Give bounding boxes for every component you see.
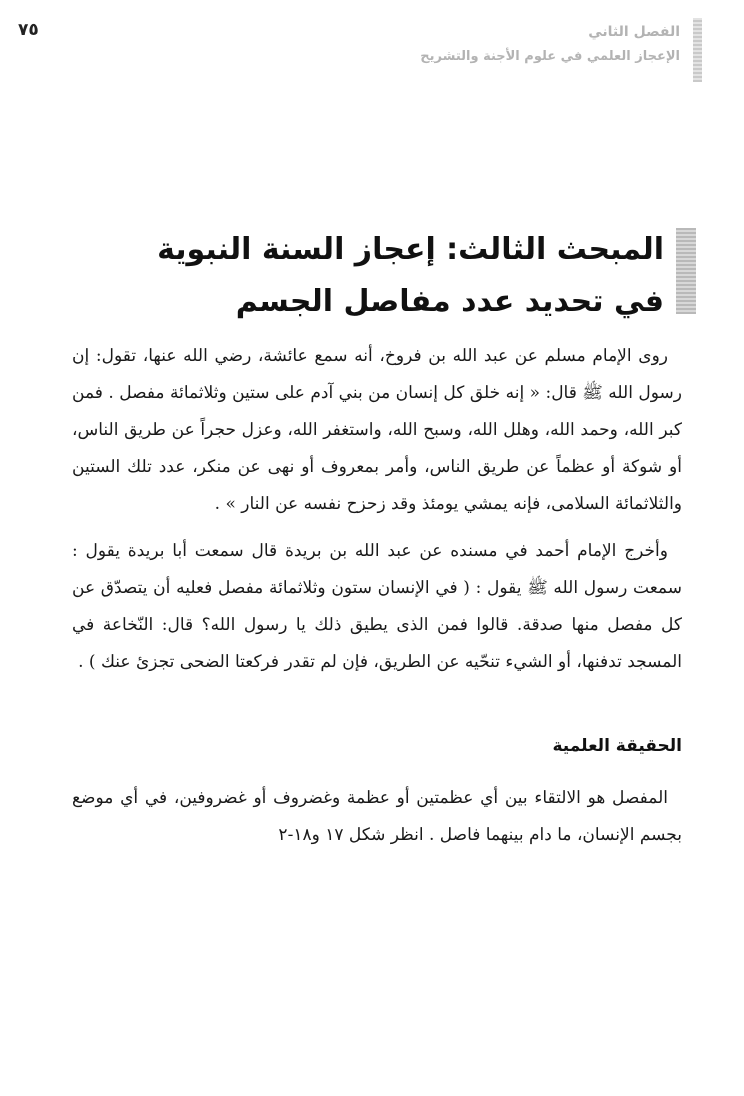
paragraph-hadith-muslim: روى الإمام مسلم عن عبد الله بن فروخ، أنه سمع عائشة، رضي الله عنها، تقول: إن رسول الله ﷺ قال: « إنه خلق كل إنسان من بني آدم على ستين وثلاثمائة مفصل . فمن كبر الله، وحمد الله، وهلل الله، وسبح الله، واستغفر الله، وعزل حجراً عن طريق الناس، أو شوكة أو عظماً عن طريق الناس، وأمر بمعروف أو نهى عن منكر، عدد تلك الستين والثلاثمائة السلامى، فإنه يمشي يومئذ وقد زحزح نفسه عن النار » . [72, 346, 682, 514]
chapter-subtitle: الإعجاز العلمي في علوم الأجنة والتشريح [420, 49, 680, 64]
page-number: ٧٥ [18, 20, 39, 40]
section-title-decorative-bar [676, 228, 696, 314]
scientific-fact-text [72, 780, 682, 854]
scientific-fact-heading: الحقيقة العلمية [552, 736, 682, 756]
header-decorative-bar [693, 18, 702, 82]
section-title-line1: المبحث الثالث: إعجاز السنة النبوية [157, 232, 664, 267]
chapter-label: الفصل الثاني [588, 24, 680, 40]
section-title-line2: في تحديد عدد مفاصل الجسم [235, 284, 664, 319]
body-text [72, 338, 682, 691]
section-title [84, 224, 664, 328]
paragraph-scientific-fact: المفصل هو الالتقاء بين أي عظمتين أو عظمة وغضروف أو غضروفين، في أي موضع بجسم الإنسان، ما دام بينهما فاصل . انظر شكل ١٧ و١٨-٢ [72, 788, 682, 845]
paragraph-hadith-ahmad: وأخرج الإمام أحمد في مسنده عن عبد الله بن بريدة قال سمعت أبا بريدة يقول : سمعت رسول الله ﷺ يقول : ( في الإنسان ستون وثلاثمائة مفصل فعليه أن يتصدّق عن كل مفصل منها صدقة. قالوا فمن الذى يطيق ذلك يا رسول الله؟ قال: النّخاعة في المسجد تدفنها، أو الشيء تنحّيه عن الطريق، فإن لم تقدر فركعتا الضحى تجزئ عنك ) . [72, 541, 682, 672]
running-header [380, 22, 680, 68]
